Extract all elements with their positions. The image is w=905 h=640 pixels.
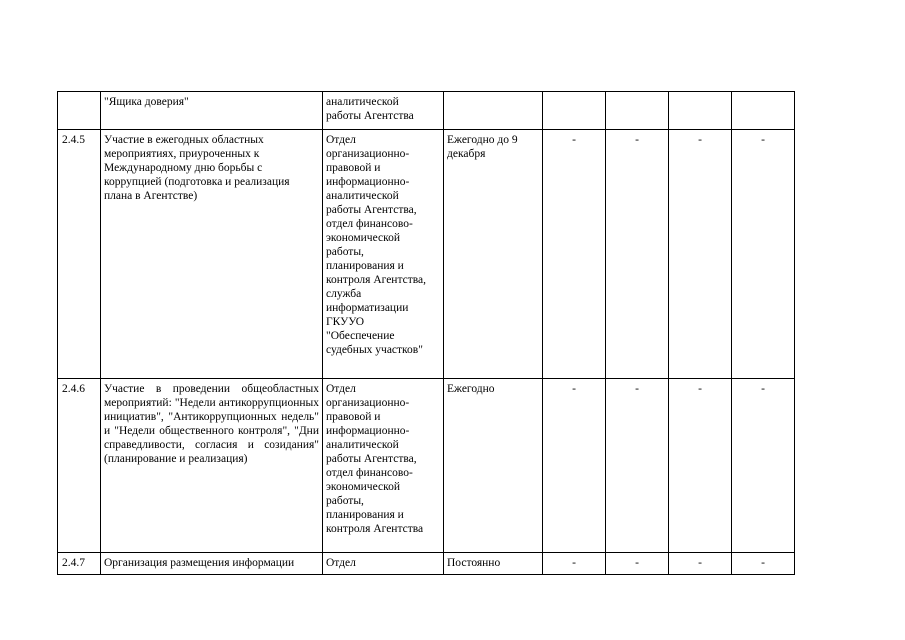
table-row xyxy=(58,130,795,379)
item-number-cell: 2.4.7 xyxy=(58,553,101,575)
value-cell: - xyxy=(669,379,732,553)
value-cell: - xyxy=(543,130,606,379)
value-cell: - xyxy=(732,553,795,575)
value-cell xyxy=(732,92,795,130)
value-cell xyxy=(543,92,606,130)
term-cell: Постоянно xyxy=(444,553,543,575)
table-row xyxy=(58,553,795,575)
measure-name-cell: Участие в ежегодных областных мероприятиях, приуроченных к Международному дню борьбы с коррупцией (подготовка и реализация плана в Агентстве) xyxy=(101,130,323,379)
value-cell xyxy=(669,92,732,130)
responsible-cell: Отдел организационно- правовой и информационно- аналитической работы Агентства, отдел финансово- экономической работы, планирования и контроля Агентства xyxy=(323,379,444,553)
value-cell: - xyxy=(732,130,795,379)
value-cell: - xyxy=(606,553,669,575)
responsible-cell: аналитической работы Агентства xyxy=(323,92,444,130)
value-cell: - xyxy=(669,553,732,575)
term-cell: Ежегодно xyxy=(444,379,543,553)
table-row xyxy=(58,379,795,553)
measure-name-cell: Организация размещения информации xyxy=(101,553,323,575)
value-cell xyxy=(606,92,669,130)
plan-table xyxy=(57,91,795,575)
item-number-cell: 2.4.5 xyxy=(58,130,101,379)
value-cell: - xyxy=(732,379,795,553)
term-cell xyxy=(444,92,543,130)
term-cell: Ежегодно до 9 декабря xyxy=(444,130,543,379)
measure-name-cell: "Ящика доверия" xyxy=(101,92,323,130)
measure-name-cell: Участие в проведении общеобластных мероприятий: "Недели антикоррупционных инициатив", "Антикоррупционных недель" и "Недели общественного контроля", "Дни справедливости, согласия и созидания" (планирование и реализация) xyxy=(101,379,323,553)
table-row xyxy=(58,92,795,130)
item-number-cell xyxy=(58,92,101,130)
value-cell: - xyxy=(543,379,606,553)
value-cell: - xyxy=(543,553,606,575)
item-number-cell: 2.4.6 xyxy=(58,379,101,553)
value-cell: - xyxy=(606,379,669,553)
value-cell: - xyxy=(606,130,669,379)
value-cell: - xyxy=(669,130,732,379)
responsible-cell: Отдел xyxy=(323,553,444,575)
responsible-cell: Отдел организационно- правовой и информационно- аналитической работы Агентства, отдел финансово- экономической работы, планирования и контроля Агентства, служба информатизации ГКУУО "Обеспечение судебных участков" xyxy=(323,130,444,379)
